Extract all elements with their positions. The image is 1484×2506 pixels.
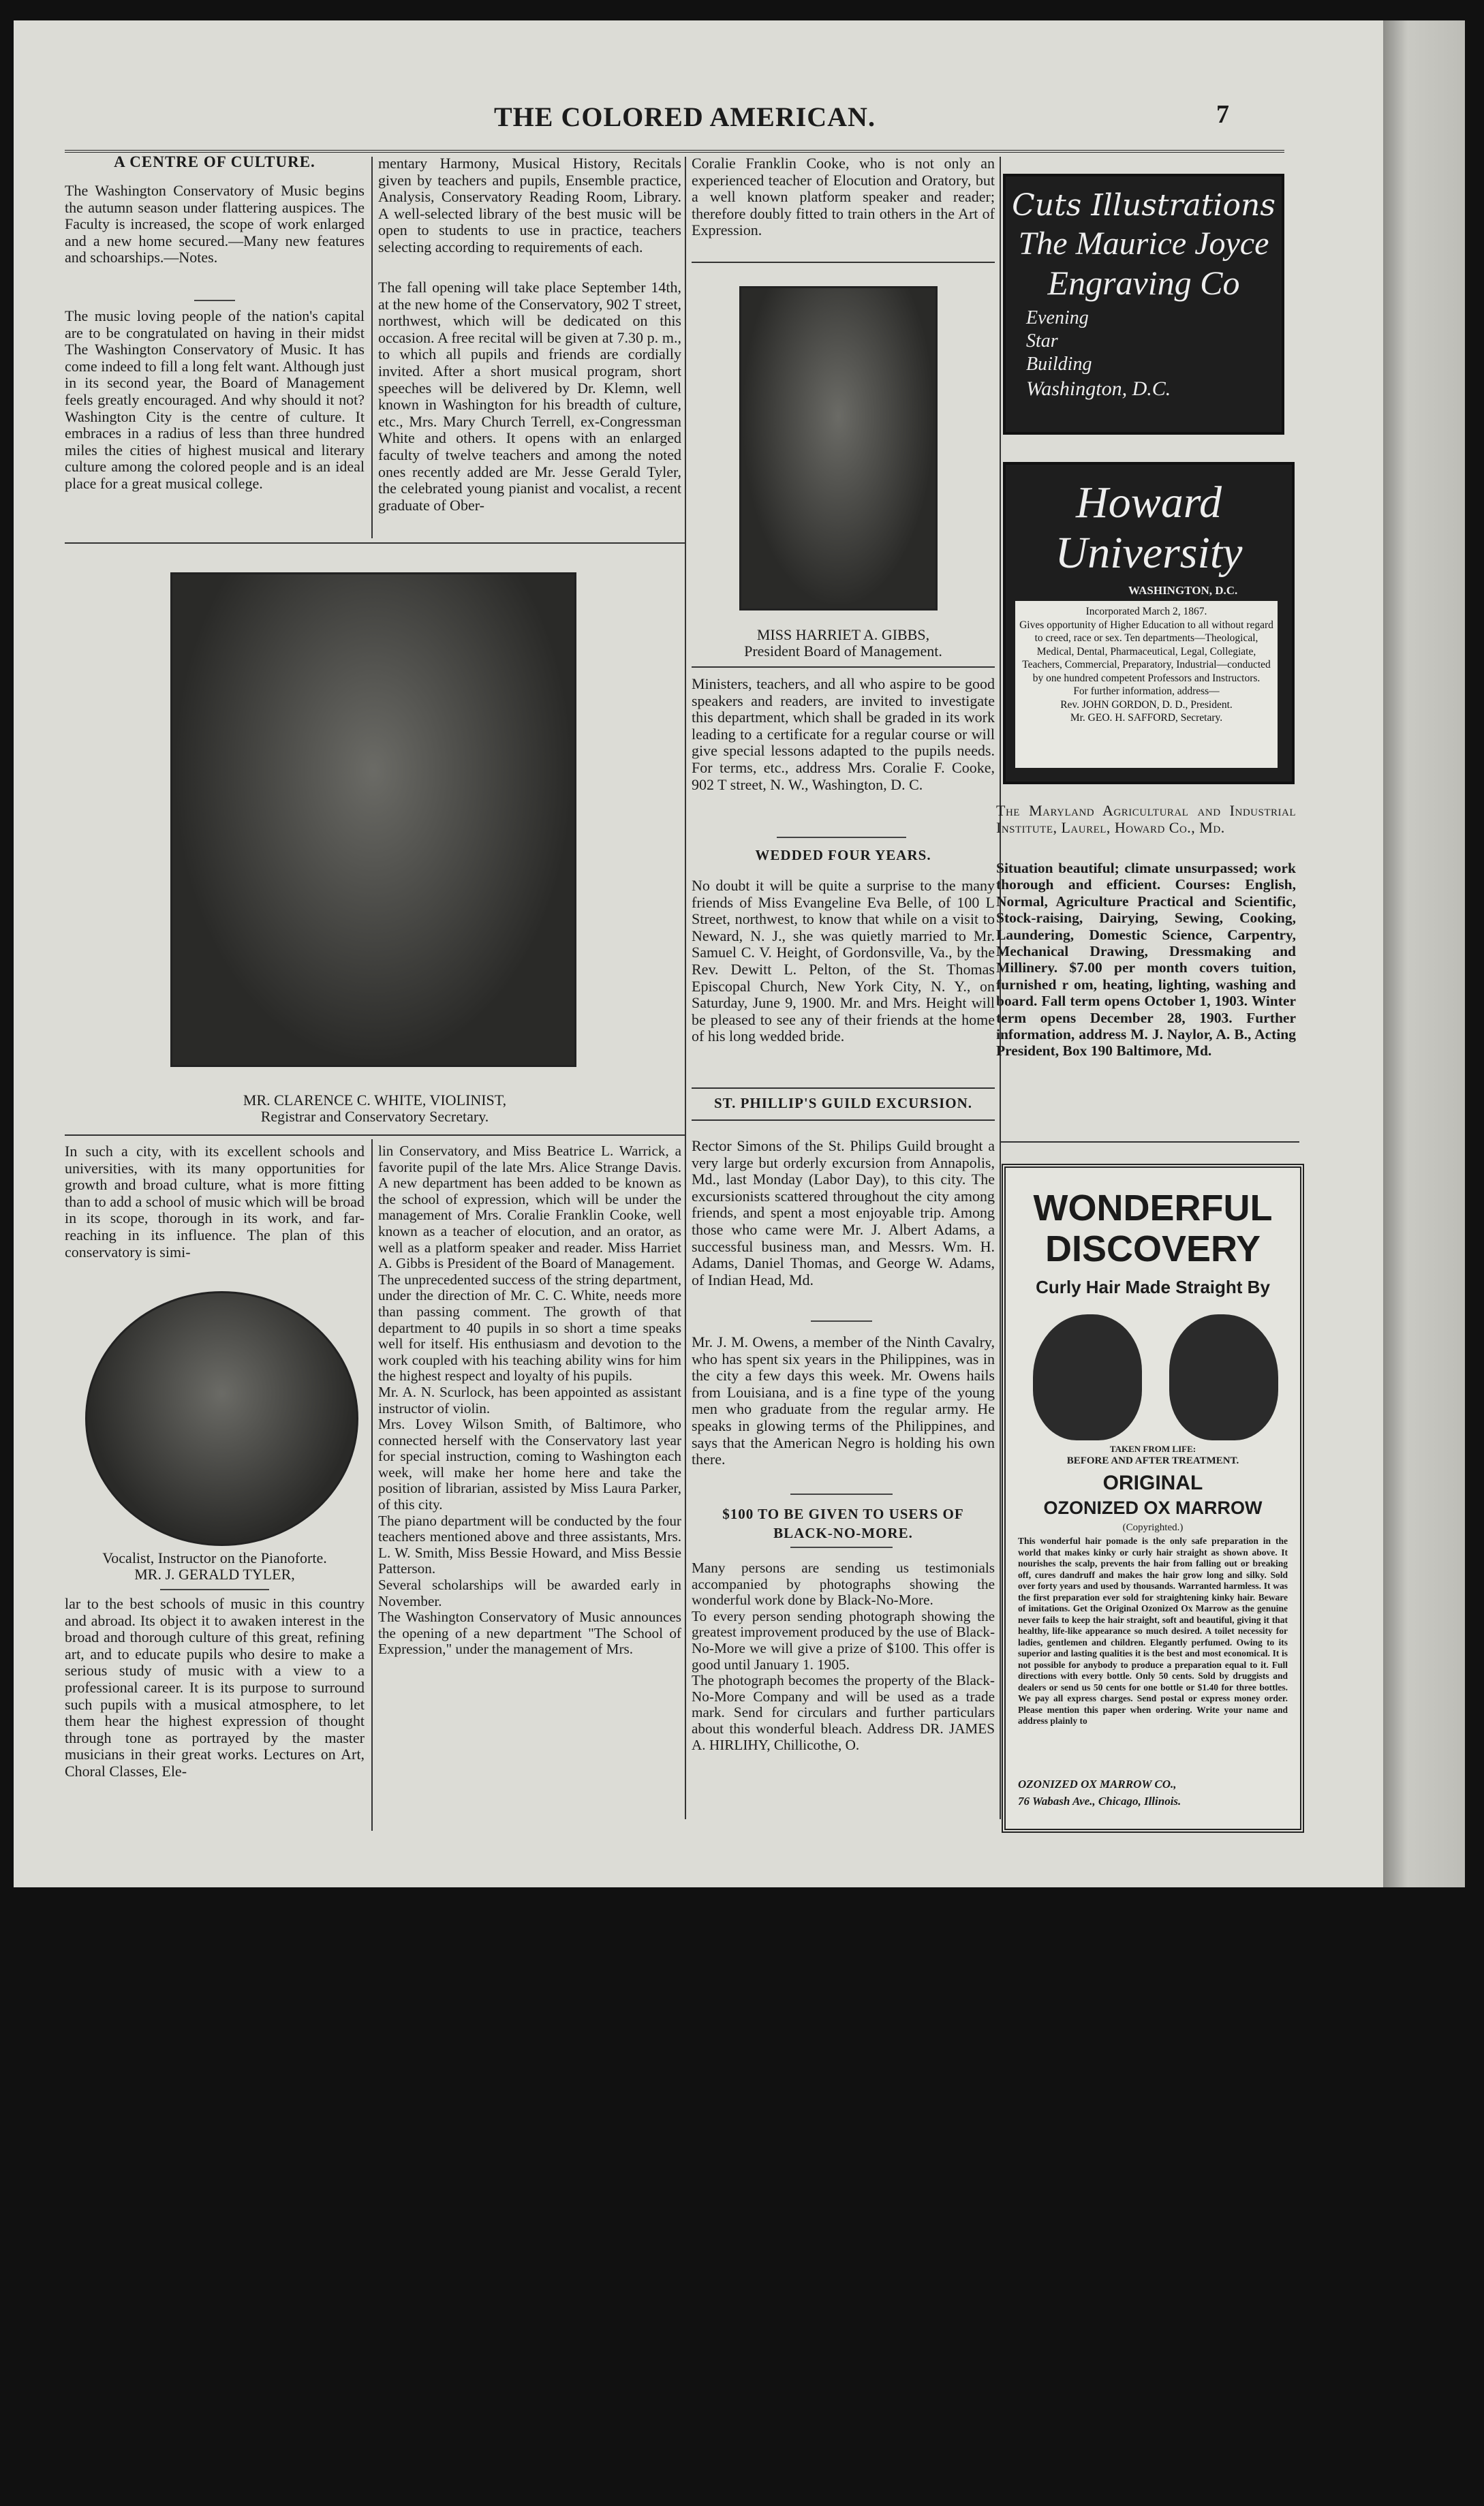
masthead-title: THE COLORED AMERICAN. [494,102,876,132]
gibbs-caption-line2: President Board of Management. [744,643,942,660]
ad-discovery-h2: DISCOVERY [1045,1228,1261,1269]
white-caption [68,1092,681,1125]
section-rule [65,1134,685,1136]
gibbs-caption-line1: MISS HARRIET A. GIBBS, [756,626,930,643]
white-caption-line1: MR. CLARENCE C. WHITE, VIOLINIST, [243,1092,507,1109]
para-p7: The Washington Conservatory of Music announces the opening of a new department "The School of Expression," under the management of Mrs. [378,1609,681,1658]
article-culture-subhead: The Washington Conservatory of Music begins the autumn season under flattering auspices. The Faculty is increased, the scope of work enlarged and a new home secured.—Many new features and schoarships.—Notes. [65,183,365,266]
section-rule [65,542,685,544]
column-rule [371,1139,373,1831]
maryland-body: Situation beautiful; climate unsurpassed; work thorough and efficient. Courses: English, Normal, Agriculture Practical and Scientific, Stock-raising, Dairying, Sewing, Cooking, Laundering, Domestic Science, Carpentry, Mechanical Drawing, Dressmaking and Millinery. $7.00 per month covers tuition, furnished r om, heating, lighting, washing and board. Fall term opens October 1, 1903. Winter term opens December 28, 1903. Further information, address M. J. Naylor, A. B., Acting President, Box 190 Baltimore, Md. [996,860,1296,1059]
section-rule [692,1119,995,1121]
after-head-illustration [1169,1314,1278,1440]
article-expression-cont: Coralie Franklin Cooke, who is not only an experienced teacher of Elocution and Oratory, but a well known platform speaker and reader; therefore doubly fitted to train others in the Art of Expression. [692,155,995,239]
column-rule [371,157,373,538]
ad-engraving-line7: Washington, D.C. [1026,377,1171,400]
section-rule [692,1087,995,1089]
ad-engraving-line1: Cuts Illustrations [1012,188,1276,223]
ad-discovery-h3: Curly Hair Made Straight By [1036,1277,1270,1297]
ad-howard-incorporated: Incorporated March 2, 1867. [1085,606,1207,617]
ad-howard [1003,462,1295,784]
tyler-caption-line2: MR. J. GERALD TYLER, [134,1566,295,1583]
para-p5: The piano department will be conducted by the four teachers mentioned above and three assistants, Mrs. L. W. Smith, Miss Bessie Howard, and Miss Bessie Patterson. [378,1512,681,1577]
ad-howard-name1: Howard [1076,478,1222,527]
article-title-culture: A CENTRE OF CULTURE. [114,153,315,170]
divider [777,837,906,838]
divider [790,1547,893,1548]
divider [194,300,235,301]
ad-discovery-ox: OZONIZED OX MARROW [1043,1498,1263,1518]
ad-engraving [1003,174,1284,435]
ad-howard-place: WASHINGTON, D.C. [1128,584,1238,597]
article-culture-cont-4: lar to the best schools of music in this country and abroad. Its object it to awaken interest in the broad and thorough culture of this great, refining art, and to educate pupils who desire to make a serious study of music with a view to a professional career. It is its purpose to surround such pupils with a musical atmosphere, to let them hear the highest expression of thought through tone as portrayed by the master musicians in their great works. Lectures on Art, Choral Classes, Ele- [65,1596,365,1780]
article-title-bnm: $100 TO BE GIVEN TO USERS OF BLACK-NO-MORE. [722,1506,964,1541]
ad-engraving-line2: The Maurice Joyce [1018,226,1269,262]
page-number: 7 [1216,100,1229,129]
para-p2: The unprecedented success of the string department, under the direction of Mr. C. C. White, needs more than passing comment. The growth of that department to 40 pupils in so short a time speaks well for itself. His enthusiasm and devotion to the work coupled with his teaching ability wins for him the highest respect and loyalty of his pupils. [378,1271,681,1385]
para-p4: Mrs. Lovey Wilson Smith, of Baltimore, who connected herself with the Conservatory last year for special instruction, coming to Washington each week, will make her home here and take the position of librarian, assisted by Miss Laura Parker, of this city. [378,1416,681,1513]
article-owens-body: Mr. J. M. Owens, a member of the Ninth Cavalry, who has spent six years in the Philippines, was in the city a few days this week. Mr. Owens hails from Louisiana, and is a fine type of the young men who graduate from the regular army. He speaks in glowing terms of the Philippines, and says that the American Negro is holding his own there. [692,1334,995,1468]
article-ministers: Ministers, teachers, and all who aspire to be good speakers and readers, are invited to investigate this department, which shall be graded in its work leading to a certificate for a regular course or will give special lessons adapted to the pupils needs. For terms, etc., address Mrs. Coralie F. Cooke, 902 T street, N. W., Washington, D. C. [692,676,995,793]
before-head-illustration [1033,1314,1142,1440]
article-culture-body: The music loving people of the nation's capital are to be congratulated on having in their midst The Washington Conservatory of Music. It has come indeed to fill a long felt want. Although just in its second year, the Board of Management feels greatly encouraged. And why should it not? Washington City is the centre of culture. It embraces in a radius of less than three hundred miles the cities of highest musical and literary culture among the colored people and is an ideal place for a great musical college. [65,308,365,492]
para-p3: Mr. A. N. Scurlock, has been appointed as assistant instructor of violin. [378,1383,681,1417]
tyler-caption-line1: Vocalist, Instructor on the Pianoforte. [102,1549,327,1566]
ad-discovery-before-after: BEFORE AND AFTER TREATMENT. [1066,1455,1239,1466]
para-p1: lin Conservatory, and Miss Beatrice L. Warrick, a favorite pupil of the late Mrs. Alice Strange Davis. A new department has been added to be known as the school of expression, which will be under the management of Mrs. Coralie Franklin Cooke, well known as a teacher of elocution, and an orator, as well as a platform speaker and reader. Miss Harriet A. Gibbs is President of the Board of Management. [378,1143,681,1272]
photo-clarence-white [170,572,576,1067]
section-rule [692,666,995,668]
ad-engraving-line4: Evening [1026,307,1089,328]
tyler-caption [65,1550,365,1583]
ad-discovery-h1: WONDERFUL [1033,1188,1273,1228]
article-culture-cont-5 [378,1143,681,2506]
article-title-wedded: WEDDED FOUR YEARS. [755,847,931,863]
ad-discovery-body: This wonderful hair pomade is the only safe preparation in the world that makes kinky or curly hair straight as shown above. It nourishes the scalp, prevents the hair from falling out or breaking off, cures dandruff and makes the hair grow long and silky. Sold over forty years and used by thousands. Warranted harmless. It was the first preparation ever sold for straightening kinky hair. Beware of imitations. Get the Original Ozonized Ox Marrow as the genuine never fails to keep the hair straight, soft and beautiful, giving it that healthy, life-like appearance so much desired. A toilet necessity for ladies, gentlemen and children. Elegantly perfumed. Owing to its superior and lasting qualities it is the best and most economical. It is not possible for anybody to produce a preparation equal to it. Full directions with every bottle. Only 50 cents. Sold by druggists and dealers or send us 50 cents for one bottle or $1.40 for three bottles. We pay all express charges. Send postal or express money order. Please mention this paper when ordering. Write your name and address plainly to [1018,1536,1288,1726]
article-wedded-body: No doubt it will be quite a surprise to the many friends of Miss Evangeline Eva Belle, of 100 L Street, northwest, to know that while on a visit to Neward, N. J., she was quietly married to Mr. Samuel C. V. Height, of Gordonsville, Va., by the Rev. Dewitt L. Pelton, of the St. Thomas Episcopal Church, New York City, N. Y., on Saturday, June 9, 1900. Mr. and Mrs. Height will be pleased to see any of their friends at the home of his long wedded bride. [692,878,995,1045]
photo-harriet-gibbs [739,286,938,610]
page-spine [1383,20,1465,1887]
ad-discovery [1002,1164,1304,1833]
article-culture-cont-3: In such a city, with its excellent schools and universities, with its many opportunities for growth and broad culture, what is more fitting than to add a school of music which will be broad in its scope, thorough in its work, and far-reaching in its influence. The plan of this conservatory is simi- [65,1143,365,1260]
gibbs-caption [692,627,995,660]
photo-gerald-tyler [85,1291,358,1546]
ad-discovery-address: 76 Wabash Ave., Chicago, Illinois. [1018,1795,1181,1808]
ad-discovery-company: OZONIZED OX MARROW CO., [1018,1778,1177,1791]
article-culture-cont-2: The fall opening will take place September 14th, at the new home of the Conservatory, 902 T street, northwest, which will be dedicated on this occasion. A free recital will be given at 7.30 p. m., to which all pupils and friends are cordially invited. After a short musical program, short speeches will be delivered by Dr. Klemn, well known in Washington for his breadth of culture, etc., Mrs. Mary Church Terrell, ex-Congressman White and others. It opens with an enlarged faculty of twelve teachers and among the noted ones recently added are Mr. Jesse Gerald Tyler, the celebrated young pianist and vocalist, a recent graduate of Ober- [378,279,681,514]
article-culture-cont-1: mentary Harmony, Musical History, Recitals given by teachers and pupils, Ensemble practice, Analysis, Conservatory Reading Room, Library. A well-selected library of the best music will be open to students to use in practice, teachers selecting according to requirements of each. [378,155,681,256]
maryland-heading: The Maryland Agricultural and Industrial Institute, Laurel, Howard Co., Md. [996,803,1296,836]
para-p6: Several scholarships will be awarded early in November. [378,1577,681,1609]
article-title-guild: ST. PHILLIP'S GUILD EXCURSION. [713,1095,973,1111]
masthead [65,102,1291,136]
ad-engraving-line5: Star [1026,330,1058,352]
section-rule [692,262,995,263]
article-bnm-body: Many persons are sending us testimonials accompanied by photographs showing the wonderful work done by Black-No-More. To every person sending photograph showing the greatest improvement produced by the use of Black-No-More we will give a prize of $100. This offer is good until January 1. 1905. The photograph becomes the property of the Black-No-More Company and will be used as a trade mark. Send for circulars and further particulars about this wonderful bleach. Address DR. JAMES A. HIRLIHY, Chillicothe, O. [692,1560,995,1753]
divider [790,1494,893,1495]
ad-engraving-line3: Engraving Co [1047,264,1240,302]
ad-howard-body: Gives opportunity of Higher Education to all without regard to creed, race or sex. Ten departments—Theological, Medical, Dental, Pharmaceutical, Legal, Collegiate, Teachers, Commercial, Preparatory, Industrial—conducted by one hundred competent Professors and Instructors. For further information, address— Rev. JOHN GORDON, D. D., President. Mr. GEO. H. SAFFORD, Secretary. [1019,619,1273,724]
ad-howard-info [1015,601,1278,768]
ad-engraving-line6: Building [1026,354,1092,375]
divider [160,1589,269,1590]
section-rule [1000,1141,1299,1143]
ad-discovery-taken: TAKEN FROM LIFE: [1109,1444,1196,1454]
ad-discovery-original: ORIGINAL [1102,1472,1203,1494]
article-guild-body: Rector Simons of the St. Philips Guild brought a very large but orderly excursion from Annapolis, Md., last Monday (Labor Day), to this city. The excursionists scattered throughout the city among friends, and spent a most enjoyable trip. Among those who came were Mr. J. Albert Adams, a successful business man, and Messrs. Wm. H. Adams, Daniel Thomas, and George W. Adams, of Indian Head, Md. [692,1138,995,1288]
ad-howard-name2: University [1055,528,1243,578]
divider [811,1320,872,1322]
masthead-rule [65,150,1284,153]
ad-discovery-copyright: (Copyrighted.) [1122,1522,1184,1533]
column-rule [685,157,686,1819]
white-caption-line2: Registrar and Conservatory Secretary. [260,1108,489,1125]
